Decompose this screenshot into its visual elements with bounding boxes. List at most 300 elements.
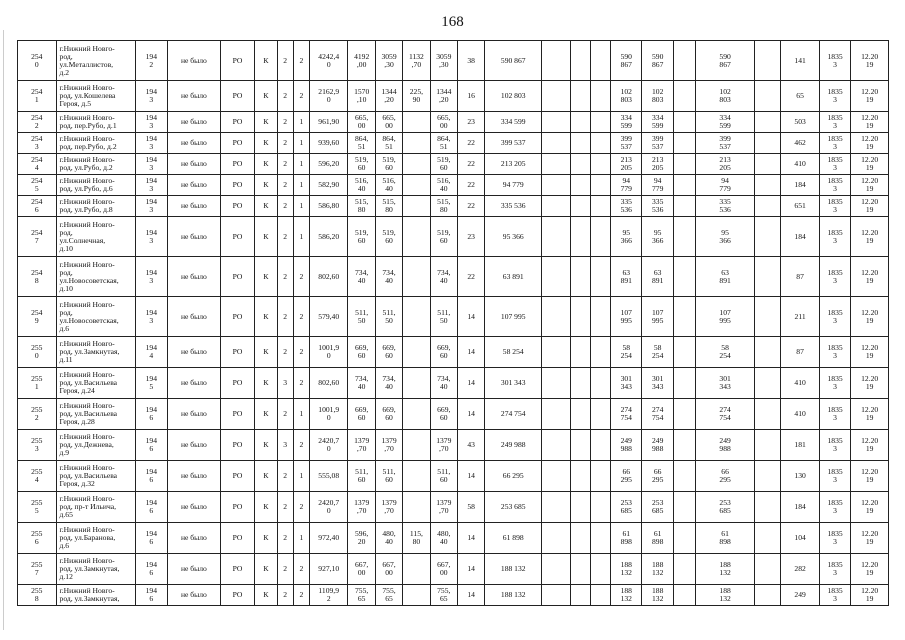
cell-a5: 511, 50	[430, 297, 457, 337]
cell-a5: 669, 60	[430, 399, 457, 430]
cell-mat: К	[255, 175, 277, 196]
cell-a5: 511, 60	[430, 461, 457, 492]
cell-status: не было	[168, 196, 221, 217]
cell-c5	[590, 257, 610, 297]
cell-c3	[542, 297, 570, 337]
cell-c11: 130	[781, 461, 820, 492]
cell-c5	[590, 217, 610, 257]
cell-a2: 515, 80	[348, 196, 375, 217]
cell-a1: 1001,9 0	[309, 337, 348, 368]
cell-c13: 12.20 19	[851, 368, 889, 399]
cell-en: 1	[293, 217, 309, 257]
cell-a4	[403, 399, 430, 430]
cell-addr: г.Нижний Новго- род, ул.Замкнутая,	[56, 585, 135, 606]
cell-c7: 61 898	[642, 523, 673, 554]
cell-c1: 22	[457, 257, 484, 297]
cell-a5: 516, 40	[430, 175, 457, 196]
cell-c10	[754, 461, 780, 492]
cell-a1: 802,60	[309, 257, 348, 297]
cell-status: не было	[168, 154, 221, 175]
cell-a3: 511, 50	[375, 297, 402, 337]
cell-c4	[570, 257, 590, 297]
cell-addr: г.Нижний Новго- род, ул.Дежнева, д.9	[56, 430, 135, 461]
cell-a5: 480, 40	[430, 523, 457, 554]
table-row	[18, 41, 889, 81]
cell-c13: 12.20 19	[851, 133, 889, 154]
cell-c4	[570, 399, 590, 430]
cell-c7: 253 685	[642, 492, 673, 523]
cell-c11: 410	[781, 154, 820, 175]
cell-a4	[403, 554, 430, 585]
table-row	[18, 112, 889, 133]
cell-fl: 2	[277, 461, 293, 492]
cell-c6: 188 132	[611, 554, 642, 585]
cell-c8	[673, 133, 695, 154]
cell-c6: 66 295	[611, 461, 642, 492]
cell-a2: 734, 40	[348, 257, 375, 297]
cell-fl: 2	[277, 337, 293, 368]
cell-c3	[542, 217, 570, 257]
cell-c13: 12.20 19	[851, 430, 889, 461]
cell-c8	[673, 257, 695, 297]
cell-c10	[754, 368, 780, 399]
cell-a3: 669, 60	[375, 337, 402, 368]
cell-addr: г.Нижний Новго- род, ул.Металлистов, д.2	[56, 41, 135, 81]
table-row	[18, 175, 889, 196]
cell-c3	[542, 154, 570, 175]
cell-mat: К	[255, 154, 277, 175]
cell-c9: 188 132	[696, 554, 755, 585]
cell-a3: 515, 80	[375, 196, 402, 217]
cell-fl: 2	[277, 554, 293, 585]
cell-c12: 1835 3	[819, 297, 850, 337]
cell-c13: 12.20 19	[851, 41, 889, 81]
cell-a2: 511, 50	[348, 297, 375, 337]
cell-c6: 335 536	[611, 196, 642, 217]
cell-addr: г.Нижний Новго- род, ул.Баранова, д.6	[56, 523, 135, 554]
cell-fl: 2	[277, 112, 293, 133]
cell-fl: 3	[277, 430, 293, 461]
cell-c4	[570, 81, 590, 112]
cell-c8	[673, 461, 695, 492]
cell-c9: 253 685	[696, 492, 755, 523]
cell-a3: 519, 60	[375, 154, 402, 175]
cell-c4	[570, 217, 590, 257]
cell-c7: 590 867	[642, 41, 673, 81]
table-row	[18, 461, 889, 492]
cell-mat: К	[255, 81, 277, 112]
cell-c12: 1835 3	[819, 257, 850, 297]
cell-a3: 3059 ,30	[375, 41, 402, 81]
cell-a2: 665, 00	[348, 112, 375, 133]
cell-c5	[590, 399, 610, 430]
cell-en: 2	[293, 297, 309, 337]
cell-status: не было	[168, 41, 221, 81]
cell-c7: 399 537	[642, 133, 673, 154]
cell-n: 255 2	[18, 399, 57, 430]
cell-a4	[403, 196, 430, 217]
cell-a3: 519, 60	[375, 217, 402, 257]
cell-addr: г.Нижний Новго- род, ул.Новосоветская, д.6	[56, 297, 135, 337]
cell-c8	[673, 523, 695, 554]
cell-type: РО	[220, 41, 254, 81]
cell-mat: К	[255, 399, 277, 430]
cell-c5	[590, 41, 610, 81]
cell-a3: 667, 00	[375, 554, 402, 585]
cell-c11: 410	[781, 368, 820, 399]
cell-c1: 14	[457, 399, 484, 430]
cell-addr: г.Нижний Новго- род, пер.Рубо, д.1	[56, 112, 135, 133]
cell-c1: 14	[457, 297, 484, 337]
cell-c7: 249 988	[642, 430, 673, 461]
cell-c12: 1835 3	[819, 112, 850, 133]
cell-addr: г.Нижний Новго- род, пр-т Ильича, д.65	[56, 492, 135, 523]
cell-addr: г.Нижний Новго- род, ул.Рубо, д.6	[56, 175, 135, 196]
cell-status: не было	[168, 585, 221, 606]
cell-c11: 184	[781, 175, 820, 196]
cell-c4	[570, 585, 590, 606]
cell-c8	[673, 368, 695, 399]
cell-addr: г.Нижний Новго- род, ул.Рубо, д.2	[56, 154, 135, 175]
cell-c2: 399 537	[485, 133, 542, 154]
cell-c12: 1835 3	[819, 585, 850, 606]
cell-c8	[673, 196, 695, 217]
cell-type: РО	[220, 196, 254, 217]
cell-c7: 63 891	[642, 257, 673, 297]
cell-status: не было	[168, 399, 221, 430]
table-row	[18, 585, 889, 606]
cell-c9: 249 988	[696, 430, 755, 461]
cell-c11: 410	[781, 399, 820, 430]
cell-fl: 2	[277, 492, 293, 523]
cell-a5: 864, 51	[430, 133, 457, 154]
cell-a3: 480, 40	[375, 523, 402, 554]
cell-c12: 1835 3	[819, 81, 850, 112]
cell-status: не было	[168, 337, 221, 368]
cell-c9: 94 779	[696, 175, 755, 196]
cell-a5: 1379 ,70	[430, 492, 457, 523]
cell-mat: К	[255, 297, 277, 337]
cell-c7: 95 366	[642, 217, 673, 257]
cell-y: 194 3	[135, 297, 167, 337]
cell-a4	[403, 430, 430, 461]
cell-en: 1	[293, 154, 309, 175]
cell-a5: 3059 ,30	[430, 41, 457, 81]
cell-a4	[403, 585, 430, 606]
cell-a2: 519, 60	[348, 217, 375, 257]
cell-mat: К	[255, 133, 277, 154]
cell-c5	[590, 554, 610, 585]
cell-c9: 188 132	[696, 585, 755, 606]
cell-c9: 335 536	[696, 196, 755, 217]
cell-c5	[590, 461, 610, 492]
cell-c2: 188 132	[485, 554, 542, 585]
cell-a3: 1379 ,70	[375, 430, 402, 461]
cell-type: РО	[220, 297, 254, 337]
cell-en: 1	[293, 196, 309, 217]
cell-c9: 61 898	[696, 523, 755, 554]
cell-c4	[570, 430, 590, 461]
cell-y: 194 6	[135, 554, 167, 585]
cell-a2: 1379 ,70	[348, 430, 375, 461]
cell-en: 1	[293, 112, 309, 133]
cell-mat: К	[255, 523, 277, 554]
cell-c11: 87	[781, 337, 820, 368]
cell-n: 254 9	[18, 297, 57, 337]
cell-en: 2	[293, 492, 309, 523]
cell-en: 2	[293, 257, 309, 297]
cell-c13: 12.20 19	[851, 554, 889, 585]
cell-c9: 399 537	[696, 133, 755, 154]
cell-c5	[590, 492, 610, 523]
cell-c10	[754, 554, 780, 585]
cell-a1: 961,90	[309, 112, 348, 133]
cell-n: 254 7	[18, 217, 57, 257]
cell-status: не было	[168, 461, 221, 492]
cell-c7: 58 254	[642, 337, 673, 368]
cell-c10	[754, 196, 780, 217]
cell-c12: 1835 3	[819, 175, 850, 196]
cell-a4	[403, 368, 430, 399]
cell-a2: 669, 60	[348, 399, 375, 430]
cell-a2: 511, 60	[348, 461, 375, 492]
cell-c13: 12.20 19	[851, 523, 889, 554]
cell-mat: К	[255, 461, 277, 492]
cell-c3	[542, 196, 570, 217]
cell-type: РО	[220, 492, 254, 523]
cell-a1: 2162,9 0	[309, 81, 348, 112]
cell-a4	[403, 175, 430, 196]
cell-c6: 249 988	[611, 430, 642, 461]
cell-c3	[542, 430, 570, 461]
cell-c9: 107 995	[696, 297, 755, 337]
cell-c5	[590, 368, 610, 399]
cell-n: 255 6	[18, 523, 57, 554]
cell-c12: 1835 3	[819, 399, 850, 430]
cell-n: 254 1	[18, 81, 57, 112]
cell-a1: 4242,4 0	[309, 41, 348, 81]
cell-c9: 301 343	[696, 368, 755, 399]
cell-c13: 12.20 19	[851, 257, 889, 297]
cell-a1: 579,40	[309, 297, 348, 337]
cell-a1: 972,40	[309, 523, 348, 554]
cell-c2: 253 685	[485, 492, 542, 523]
cell-c7: 102 803	[642, 81, 673, 112]
register-table	[17, 40, 889, 606]
cell-y: 194 4	[135, 337, 167, 368]
cell-a3: 516, 40	[375, 175, 402, 196]
cell-c8	[673, 492, 695, 523]
cell-en: 2	[293, 337, 309, 368]
cell-c12: 1835 3	[819, 461, 850, 492]
cell-c11: 87	[781, 257, 820, 297]
cell-c10	[754, 430, 780, 461]
cell-mat: К	[255, 337, 277, 368]
cell-c12: 1835 3	[819, 196, 850, 217]
cell-c8	[673, 399, 695, 430]
cell-y: 194 6	[135, 461, 167, 492]
cell-mat: К	[255, 257, 277, 297]
cell-c4	[570, 41, 590, 81]
cell-en: 2	[293, 41, 309, 81]
cell-a4	[403, 257, 430, 297]
table-row	[18, 133, 889, 154]
cell-n: 254 4	[18, 154, 57, 175]
cell-c10	[754, 175, 780, 196]
cell-a5: 1344 ,20	[430, 81, 457, 112]
cell-c1: 14	[457, 461, 484, 492]
cell-status: не было	[168, 430, 221, 461]
cell-mat: К	[255, 217, 277, 257]
cell-c11: 65	[781, 81, 820, 112]
cell-c1: 23	[457, 112, 484, 133]
cell-a2: 519, 60	[348, 154, 375, 175]
cell-c3	[542, 257, 570, 297]
cell-a1: 802,60	[309, 368, 348, 399]
cell-c12: 1835 3	[819, 217, 850, 257]
cell-a2: 864, 51	[348, 133, 375, 154]
cell-a5: 665, 00	[430, 112, 457, 133]
cell-a1: 2420,7 0	[309, 430, 348, 461]
cell-c8	[673, 337, 695, 368]
cell-c9: 95 366	[696, 217, 755, 257]
cell-fl: 2	[277, 41, 293, 81]
cell-a2: 734, 40	[348, 368, 375, 399]
cell-c11: 462	[781, 133, 820, 154]
cell-a5: 519, 60	[430, 154, 457, 175]
cell-c4	[570, 554, 590, 585]
cell-c6: 334 599	[611, 112, 642, 133]
cell-c10	[754, 41, 780, 81]
cell-c6: 58 254	[611, 337, 642, 368]
cell-c2: 213 205	[485, 154, 542, 175]
cell-y: 194 3	[135, 257, 167, 297]
cell-c3	[542, 585, 570, 606]
cell-a4: 225, 90	[403, 81, 430, 112]
cell-mat: К	[255, 368, 277, 399]
cell-c11: 141	[781, 41, 820, 81]
cell-c13: 12.20 19	[851, 175, 889, 196]
cell-mat: К	[255, 492, 277, 523]
cell-c1: 14	[457, 523, 484, 554]
cell-c8	[673, 217, 695, 257]
cell-c3	[542, 492, 570, 523]
cell-type: РО	[220, 461, 254, 492]
cell-c3	[542, 523, 570, 554]
cell-y: 194 3	[135, 217, 167, 257]
cell-c1: 14	[457, 585, 484, 606]
cell-fl: 2	[277, 133, 293, 154]
cell-type: РО	[220, 257, 254, 297]
cell-c9: 102 803	[696, 81, 755, 112]
page-number: 168	[441, 14, 464, 30]
cell-c13: 12.20 19	[851, 217, 889, 257]
cell-c10	[754, 257, 780, 297]
cell-c5	[590, 112, 610, 133]
cell-c2: 334 599	[485, 112, 542, 133]
cell-n: 255 5	[18, 492, 57, 523]
cell-c11: 184	[781, 217, 820, 257]
cell-c3	[542, 175, 570, 196]
cell-a4	[403, 217, 430, 257]
cell-c9: 334 599	[696, 112, 755, 133]
cell-a2: 1379 ,70	[348, 492, 375, 523]
cell-c6: 590 867	[611, 41, 642, 81]
cell-c10	[754, 154, 780, 175]
table-row	[18, 297, 889, 337]
cell-c10	[754, 112, 780, 133]
cell-c11: 104	[781, 523, 820, 554]
cell-c11: 184	[781, 492, 820, 523]
cell-type: РО	[220, 154, 254, 175]
cell-a5: 734, 40	[430, 368, 457, 399]
cell-c3	[542, 81, 570, 112]
table-row	[18, 196, 889, 217]
cell-c13: 12.20 19	[851, 585, 889, 606]
cell-c12: 1835 3	[819, 133, 850, 154]
cell-c2: 249 988	[485, 430, 542, 461]
cell-a1: 582,90	[309, 175, 348, 196]
cell-c13: 12.20 19	[851, 297, 889, 337]
cell-y: 194 3	[135, 81, 167, 112]
cell-n: 254 8	[18, 257, 57, 297]
cell-status: не было	[168, 492, 221, 523]
cell-c2: 58 254	[485, 337, 542, 368]
cell-n: 255 1	[18, 368, 57, 399]
cell-c12: 1835 3	[819, 492, 850, 523]
cell-a3: 665, 00	[375, 112, 402, 133]
cell-c4	[570, 461, 590, 492]
cell-a4	[403, 337, 430, 368]
cell-c3	[542, 133, 570, 154]
cell-y: 194 3	[135, 196, 167, 217]
cell-fl: 2	[277, 399, 293, 430]
cell-c3	[542, 461, 570, 492]
cell-c13: 12.20 19	[851, 154, 889, 175]
table-row	[18, 399, 889, 430]
cell-fl: 2	[277, 175, 293, 196]
cell-c7: 188 132	[642, 585, 673, 606]
cell-type: РО	[220, 112, 254, 133]
cell-a3: 1379 ,70	[375, 492, 402, 523]
cell-c6: 107 995	[611, 297, 642, 337]
cell-a3: 755, 65	[375, 585, 402, 606]
cell-c5	[590, 154, 610, 175]
cell-c2: 66 295	[485, 461, 542, 492]
cell-c11: 211	[781, 297, 820, 337]
cell-c12: 1835 3	[819, 368, 850, 399]
cell-y: 194 5	[135, 368, 167, 399]
table-row	[18, 257, 889, 297]
cell-c12: 1835 3	[819, 41, 850, 81]
cell-c2: 274 754	[485, 399, 542, 430]
cell-c2: 94 779	[485, 175, 542, 196]
cell-status: не было	[168, 554, 221, 585]
table-row	[18, 217, 889, 257]
cell-a1: 596,20	[309, 154, 348, 175]
cell-en: 2	[293, 554, 309, 585]
cell-c1: 23	[457, 217, 484, 257]
cell-c9: 213 205	[696, 154, 755, 175]
cell-c2: 590 867	[485, 41, 542, 81]
cell-addr: г.Нижний Новго- род, ул.Рубо, д.8	[56, 196, 135, 217]
cell-c12: 1835 3	[819, 337, 850, 368]
cell-c6: 102 803	[611, 81, 642, 112]
cell-c2: 63 891	[485, 257, 542, 297]
scan-edge	[3, 30, 4, 630]
cell-c5	[590, 585, 610, 606]
cell-c8	[673, 41, 695, 81]
